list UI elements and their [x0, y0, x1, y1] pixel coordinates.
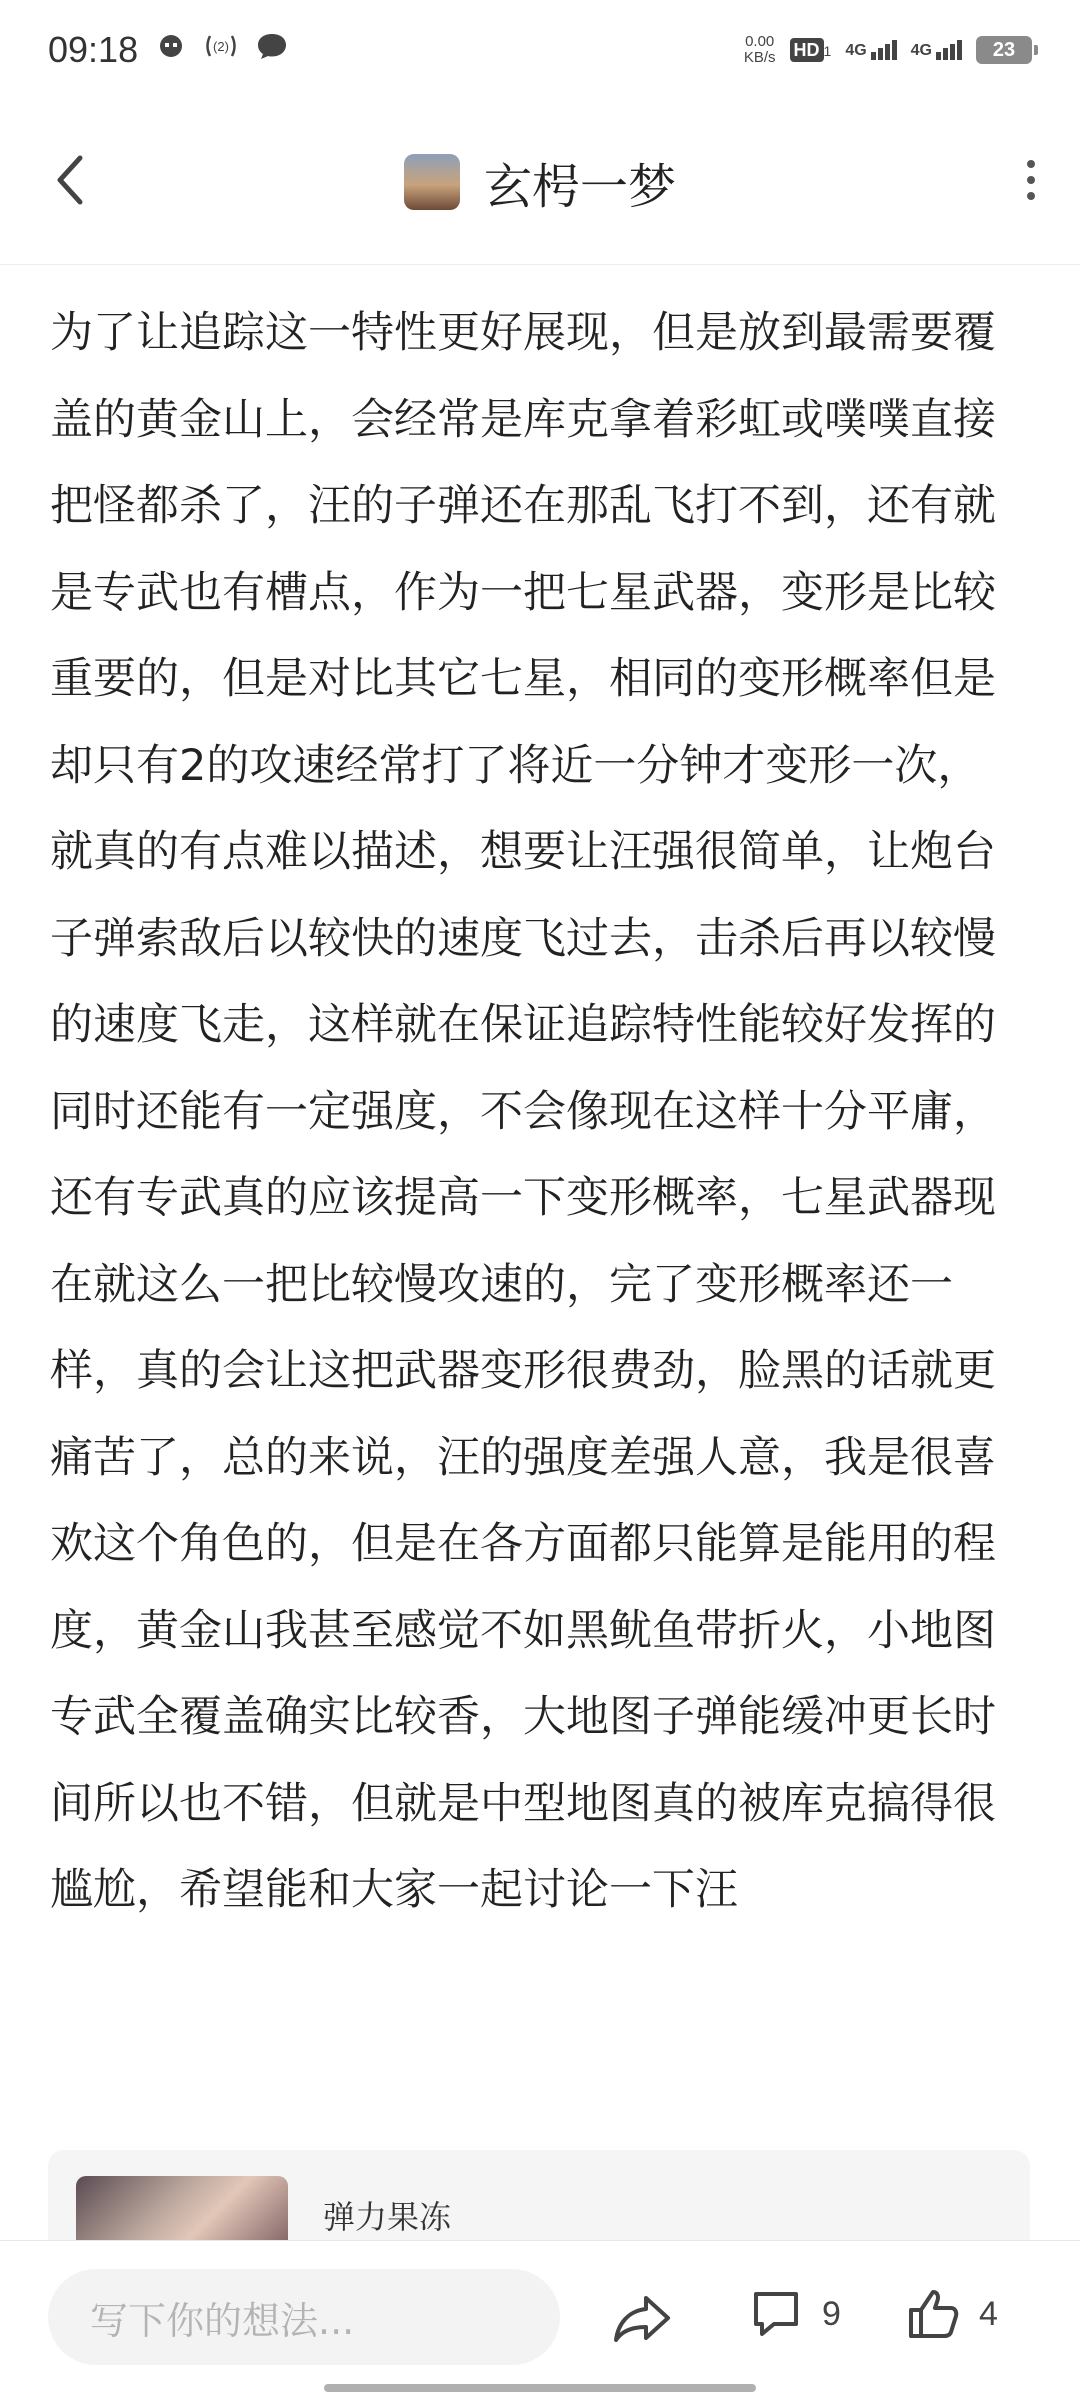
- bottom-bar: [0, 2240, 1080, 2400]
- thumbs-up-icon: [905, 2286, 961, 2342]
- signal-1-label: 4G: [845, 42, 867, 59]
- battery-level: 23: [992, 38, 1016, 61]
- back-button[interactable]: [40, 150, 100, 210]
- more-dot: [1027, 192, 1035, 200]
- share-button[interactable]: [610, 2286, 674, 2350]
- comment-count: 9: [822, 2294, 841, 2333]
- signal-icon-1: [845, 40, 896, 60]
- svg-text:(2): (2): [213, 39, 230, 54]
- title-wrap[interactable]: [404, 148, 676, 217]
- comment-icon: [748, 2286, 804, 2342]
- status-time: 09:18: [48, 29, 139, 70]
- more-button[interactable]: [1006, 150, 1056, 210]
- signal-2-label: 4G: [910, 42, 932, 59]
- avatar[interactable]: [404, 154, 460, 210]
- home-indicator[interactable]: [324, 2384, 756, 2392]
- hd-icon: [790, 40, 832, 61]
- page-title: 玄枵一梦: [483, 158, 676, 215]
- hd-label: HD: [790, 38, 824, 62]
- comment-button[interactable]: [748, 2286, 841, 2342]
- like-count: 4: [979, 2294, 998, 2333]
- signal-icon-2: [911, 40, 962, 60]
- network-speed-unit: KB/s: [743, 49, 776, 66]
- more-dot: [1027, 176, 1035, 184]
- network-speed-value: 0.00: [745, 33, 775, 50]
- card-title: 弹力果冻: [323, 2198, 452, 2236]
- card-thumbnail: [76, 2176, 288, 2240]
- header: [0, 100, 1080, 265]
- hd-sub: 1: [823, 42, 832, 59]
- more-dot: [1027, 160, 1035, 168]
- network-speed: [744, 34, 776, 66]
- chevron-left-icon: [50, 150, 90, 210]
- status-left: [48, 29, 288, 71]
- like-button[interactable]: [905, 2286, 998, 2342]
- nfc-icon: [204, 31, 238, 69]
- status-bar: [0, 0, 1080, 100]
- message-icon: [256, 31, 288, 69]
- article-body: 为了让追踪这一特性更好展现，但是放到最需要覆盖的黄金山上，会经常是库克拿着彩虹或噗噗直接把怪都杀了，汪的子弹还在那乱飞打不到，还有就是专武也有槽点，作为一把七星武器，变形是比较重要的，但是对比其它七星，相同的变形概率但是却只有2的攻速经常打了将近一分钟才变形一次，就真的有点难以描述，想要让汪强很简单，让炮台子弹索敌后以较快的速度飞过去，击杀后再以较慢的速度飞走，这样就在保证追踪特性能较好发挥的同时还能有一定强度，不会像现在这样十分平庸，还有专武真的应该提高一下变形概率，七星武器现在就这么一把比较慢攻速的，完了变形概率还一样，真的会让这把武器变形很费劲，脸黑的话就更痛苦了，总的来说，汪的强度差强人意，我是很喜欢这个角色的，但是在各方面都只能算是能用的程度，黄金山我甚至感觉不如黑鱿鱼带折火，小地图专武全覆盖确实比较香，大地图子弹能缓冲更长时间所以也不错，但就是中型地图真的被库克搞得很尴尬，希望能和大家一起讨论一下汪: [50, 308, 996, 1915]
- share-icon: [610, 2286, 674, 2350]
- status-right: [744, 34, 1032, 66]
- comment-input[interactable]: [48, 2269, 560, 2365]
- comment-input-placeholder: 写下你的想法...: [90, 2298, 355, 2343]
- app-notification-icon: [156, 31, 186, 69]
- linked-post-card[interactable]: [48, 2150, 1030, 2240]
- battery-icon: [976, 36, 1032, 64]
